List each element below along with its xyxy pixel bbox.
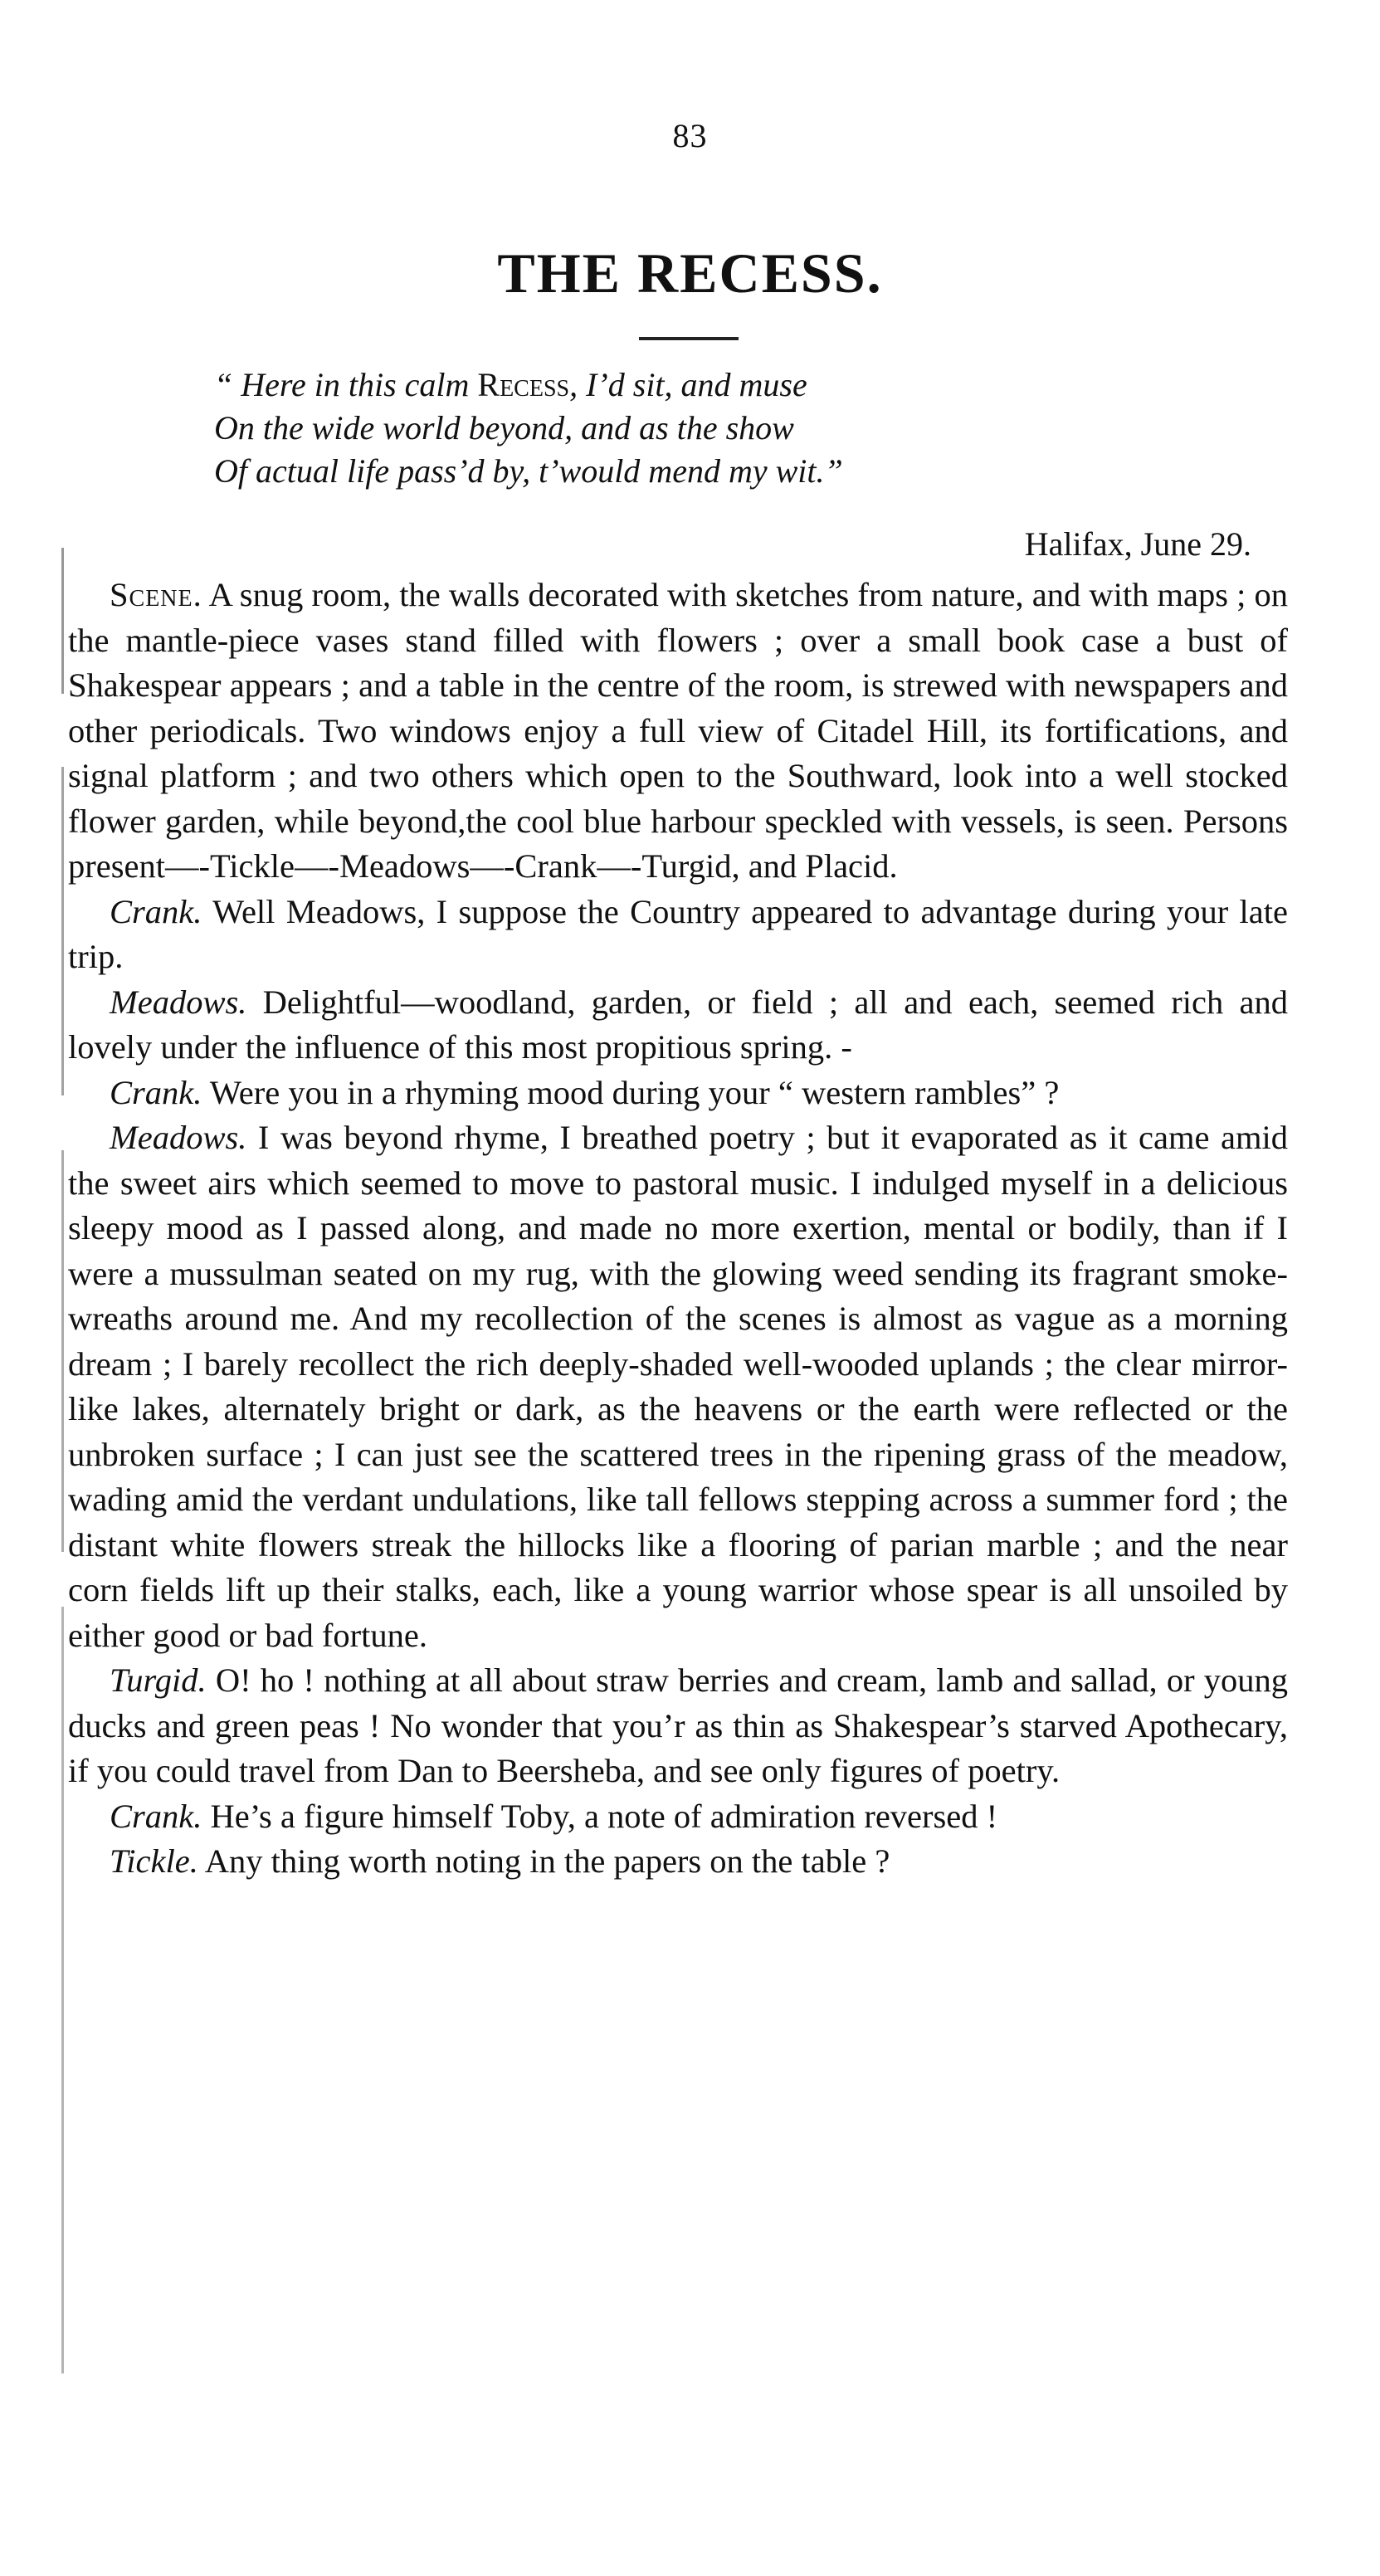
paragraph-text: He’s a figure himself Toby, a note of admiration reversed ! <box>202 1797 998 1835</box>
epigraph-line-3-text: Of actual life pass’d by, t’would mend my wit.” <box>214 452 843 490</box>
epigraph-line-1-caps: Recess <box>477 366 570 403</box>
paragraph-text: Any thing worth noting in the papers on the table ? <box>197 1842 890 1880</box>
paragraph-dialogue <box>68 1794 1288 1840</box>
speaker-name: Tickle. <box>110 1842 198 1880</box>
paragraph-dialogue <box>68 1115 1288 1658</box>
speaker-name: Crank. <box>110 1797 202 1835</box>
chapter-title: THE RECESS. <box>497 242 883 305</box>
paragraph-dialogue <box>68 980 1288 1071</box>
epigraph-line-3 <box>214 450 1210 493</box>
paragraph-text: Were you in a rhyming mood during your “ western rambles” ? <box>202 1073 1060 1111</box>
paragraph-text: Delightful—woodland, garden, or field ; all and each, seemed rich and lovely under the influence of this most propitious spring. - <box>68 983 1288 1066</box>
paragraph-text: I was beyond rhyme, I breathed poetry ; but it evaporated as it came amid the sweet airs which seemed to move to pastoral music. I indulged myself in a delicious sleepy mood as I passed along, and made no more exertion, mental or bodily, than if I were a mussulman seated on my rug, with the glowing weed sending its fragrant smoke-wreaths around me. And my recollection of the scenes is almost as vague as a morning dream ; I barely recollect the rich deeply-shaded well-wooded uplands ; the clear mirror-like lakes, alternately bright or dark, as the heavens or the earth were reflected or the unbroken surface ; I can just see the scattered trees in the ripening grass of the meadow, wading amid the verdant undulations, like tall fellows stepping across a summer ford ; the distant white flowers streak the hillocks like a flooring of parian marble ; and the near corn fields lift up their stalks, each, like a young warrior whose spear is all unsoiled by either good or bad fortune. <box>68 1119 1288 1654</box>
paragraph-dialogue <box>68 1658 1288 1794</box>
body-text <box>68 573 1288 1885</box>
speaker-name: Crank. <box>110 1073 202 1111</box>
epigraph <box>214 363 1210 493</box>
speaker-name: Crank. <box>110 892 202 930</box>
speaker-name: Turgid. <box>110 1661 207 1699</box>
page-number: 83 <box>672 117 708 154</box>
paragraph-text: Well Meadows, I suppose the Country appeared to advantage during your late trip. <box>68 892 1288 975</box>
epigraph-line-1 <box>214 363 1210 407</box>
epigraph-line-2-text: On the wide world beyond, and as the show <box>214 409 794 446</box>
epigraph-line-1-text: “ Here in this calm <box>214 366 478 403</box>
speaker-name: Meadows. <box>110 1119 247 1156</box>
paragraph-dialogue <box>68 1071 1288 1116</box>
dateline: Halifax, June 29. <box>1024 525 1251 563</box>
paragraph-dialogue <box>68 1839 1288 1885</box>
epigraph-line-1-rest: , I’d sit, and muse <box>569 366 807 403</box>
paragraph-dialogue <box>68 890 1288 980</box>
title-divider <box>639 337 739 340</box>
epigraph-line-2 <box>214 407 1210 450</box>
speaker-name: Meadows. <box>110 983 247 1021</box>
scene-label: Scene. <box>110 576 202 613</box>
paragraph-text: A snug room, the walls decorated with sketches from nature, and with maps ; on the mantle-piece vases stand filled with flowers ; over a small book case a bust of Shakespear appears ; and a table in the centre of the room, is strewed with newspapers and other periodicals. Two windows enjoy a full view of Citadel Hill, its fortifications, and signal platform ; and two others which open to the Southward, look into a well stocked flower garden, while beyond,the cool blue harbour speckled with vessels, is seen. Persons present—-Tickle—-Meadows—-Crank—-Turgid, and Placid. <box>68 576 1288 885</box>
margin-binding-shadow <box>61 548 64 2374</box>
paragraph-scene <box>68 573 1288 890</box>
paragraph-text: O! ho ! nothing at all about straw berries and cream, lamb and sallad, or young ducks and green peas ! No wonder that you’r as thin as Shakespear’s starved Apothecary, if you could travel from Dan to Beersheba, and see only figures of poetry. <box>68 1661 1288 1789</box>
